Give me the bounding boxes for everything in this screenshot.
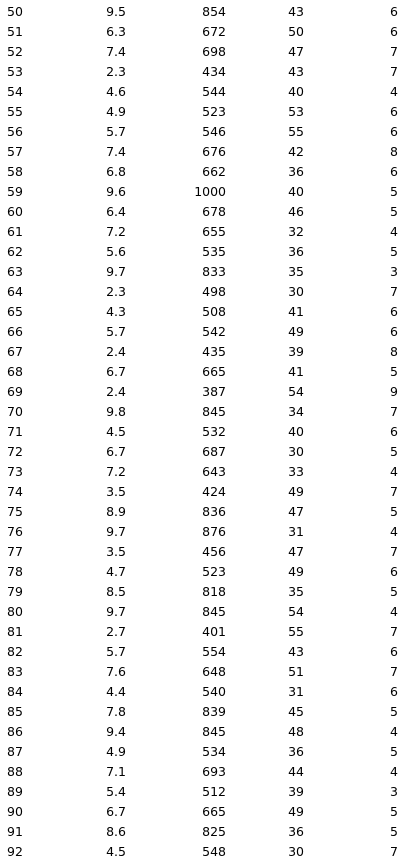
table-row xyxy=(0,162,415,182)
table-cell-col5: 6 xyxy=(390,324,398,339)
table-cell-col2: 7.4 xyxy=(106,44,126,59)
table-cell-col3: 876 xyxy=(202,524,226,539)
table-cell-col5: 6 xyxy=(390,164,398,179)
table-cell-col3: 456 xyxy=(202,544,226,559)
table-cell-col4: 36 xyxy=(288,744,304,759)
table-cell-col1: 63 xyxy=(7,264,23,279)
table-cell-col1: 58 xyxy=(7,164,23,179)
table-cell-col1: 77 xyxy=(7,544,23,559)
table-cell-col3: 512 xyxy=(202,784,226,799)
table-cell-col3: 643 xyxy=(202,464,226,479)
table-row xyxy=(0,602,415,622)
table-cell-col2: 6.4 xyxy=(106,204,126,219)
table-cell-col4: 39 xyxy=(288,344,304,359)
table-cell-col3: 665 xyxy=(202,804,226,819)
table-cell-col4: 32 xyxy=(288,224,304,239)
table-cell-col4: 30 xyxy=(288,844,304,859)
table-cell-col4: 48 xyxy=(288,724,304,739)
table-row xyxy=(0,782,415,802)
table-cell-col5: 6 xyxy=(390,684,398,699)
table-cell-col5: 7 xyxy=(390,44,398,59)
table-cell-col1: 88 xyxy=(7,764,23,779)
table-cell-col3: 532 xyxy=(202,424,226,439)
table-cell-col2: 9.7 xyxy=(106,264,126,279)
table-cell-col3: 523 xyxy=(202,564,226,579)
table-cell-col2: 7.1 xyxy=(106,764,126,779)
table-cell-col4: 47 xyxy=(288,44,304,59)
table-cell-col4: 49 xyxy=(288,564,304,579)
table-cell-col2: 9.4 xyxy=(106,724,126,739)
table-cell-col5: 5 xyxy=(390,824,398,839)
table-cell-col3: 854 xyxy=(202,4,226,19)
table-cell-col1: 59 xyxy=(7,184,23,199)
table-cell-col5: 7 xyxy=(390,844,398,859)
table-cell-col1: 53 xyxy=(7,64,23,79)
table-row xyxy=(0,22,415,42)
table-cell-col3: 544 xyxy=(202,84,226,99)
table-cell-col3: 542 xyxy=(202,324,226,339)
table-cell-col1: 89 xyxy=(7,784,23,799)
table-cell-col3: 845 xyxy=(202,724,226,739)
table-cell-col1: 92 xyxy=(7,844,23,859)
table-cell-col5: 5 xyxy=(390,364,398,379)
table-cell-col4: 43 xyxy=(288,4,304,19)
table-cell-col1: 78 xyxy=(7,564,23,579)
table-row xyxy=(0,382,415,402)
table-cell-col4: 39 xyxy=(288,784,304,799)
table-cell-col4: 45 xyxy=(288,704,304,719)
table-cell-col5: 7 xyxy=(390,404,398,419)
table-cell-col1: 52 xyxy=(7,44,23,59)
table-cell-col1: 51 xyxy=(7,24,23,39)
table-cell-col3: 845 xyxy=(202,604,226,619)
table-cell-col3: 693 xyxy=(202,764,226,779)
table-row xyxy=(0,422,415,442)
table-cell-col4: 34 xyxy=(288,404,304,419)
table-cell-col2: 6.3 xyxy=(106,24,126,39)
table-row xyxy=(0,462,415,482)
table-cell-col3: 825 xyxy=(202,824,226,839)
table-cell-col2: 7.4 xyxy=(106,144,126,159)
table-cell-col5: 5 xyxy=(390,744,398,759)
table-row xyxy=(0,202,415,222)
table-cell-col4: 55 xyxy=(288,624,304,639)
table-cell-col4: 30 xyxy=(288,444,304,459)
table-cell-col3: 678 xyxy=(202,204,226,219)
table-cell-col2: 4.6 xyxy=(106,84,126,99)
table-cell-col4: 30 xyxy=(288,284,304,299)
table-cell-col2: 6.7 xyxy=(106,364,126,379)
table-cell-col3: 534 xyxy=(202,744,226,759)
table-cell-col3: 665 xyxy=(202,364,226,379)
table-cell-col3: 498 xyxy=(202,284,226,299)
table-row xyxy=(0,442,415,462)
table-cell-col2: 4.9 xyxy=(106,744,126,759)
table-row xyxy=(0,482,415,502)
table-cell-col5: 7 xyxy=(390,664,398,679)
table-cell-col2: 9.6 xyxy=(106,184,126,199)
table-cell-col4: 41 xyxy=(288,364,304,379)
table-cell-col4: 35 xyxy=(288,584,304,599)
table-cell-col4: 49 xyxy=(288,804,304,819)
table-cell-col5: 7 xyxy=(390,64,398,79)
table-cell-col5: 5 xyxy=(390,704,398,719)
table-cell-col1: 69 xyxy=(7,384,23,399)
table-row xyxy=(0,802,415,822)
table-cell-col2: 7.2 xyxy=(106,464,126,479)
table-cell-col3: 662 xyxy=(202,164,226,179)
table-cell-col3: 833 xyxy=(202,264,226,279)
table-cell-col1: 73 xyxy=(7,464,23,479)
table-cell-col2: 3.5 xyxy=(106,484,126,499)
table-cell-col5: 7 xyxy=(390,484,398,499)
table-cell-col2: 7.6 xyxy=(106,664,126,679)
table-cell-col1: 71 xyxy=(7,424,23,439)
table-cell-col5: 7 xyxy=(390,284,398,299)
table-cell-col2: 7.2 xyxy=(106,224,126,239)
table-row xyxy=(0,142,415,162)
table-cell-col2: 5.7 xyxy=(106,124,126,139)
table-cell-col3: 523 xyxy=(202,104,226,119)
table-cell-col4: 50 xyxy=(288,24,304,39)
table-cell-col2: 9.7 xyxy=(106,604,126,619)
table-cell-col2: 9.5 xyxy=(106,4,126,19)
table-cell-col4: 49 xyxy=(288,484,304,499)
table-cell-col5: 4 xyxy=(390,724,398,739)
table-cell-col4: 43 xyxy=(288,64,304,79)
table-row xyxy=(0,682,415,702)
table-row xyxy=(0,642,415,662)
table-cell-col4: 36 xyxy=(288,824,304,839)
table-row xyxy=(0,182,415,202)
table-cell-col1: 50 xyxy=(7,4,23,19)
table-cell-col5: 7 xyxy=(390,624,398,639)
table-cell-col2: 4.5 xyxy=(106,844,126,859)
table-row xyxy=(0,262,415,282)
table-cell-col4: 46 xyxy=(288,204,304,219)
table-cell-col1: 90 xyxy=(7,804,23,819)
table-cell-col3: 818 xyxy=(202,584,226,599)
table-row xyxy=(0,502,415,522)
table-row xyxy=(0,702,415,722)
table-cell-col2: 7.8 xyxy=(106,704,126,719)
table-row xyxy=(0,2,415,22)
table-cell-col4: 54 xyxy=(288,604,304,619)
table-cell-col2: 6.7 xyxy=(106,444,126,459)
table-cell-col2: 2.4 xyxy=(106,384,126,399)
table-cell-col1: 80 xyxy=(7,604,23,619)
table-cell-col1: 65 xyxy=(7,304,23,319)
table-cell-col5: 8 xyxy=(390,344,398,359)
table-cell-col2: 5.7 xyxy=(106,324,126,339)
table-cell-col5: 5 xyxy=(390,204,398,219)
table-cell-col5: 6 xyxy=(390,564,398,579)
table-cell-col1: 54 xyxy=(7,84,23,99)
table-row xyxy=(0,722,415,742)
table-cell-col3: 836 xyxy=(202,504,226,519)
table-cell-col5: 5 xyxy=(390,504,398,519)
table-cell-col3: 424 xyxy=(202,484,226,499)
table-cell-col3: 1000 xyxy=(194,184,226,199)
table-row xyxy=(0,362,415,382)
table-cell-col1: 55 xyxy=(7,104,23,119)
table-cell-col1: 64 xyxy=(7,284,23,299)
table-row xyxy=(0,342,415,362)
table-row xyxy=(0,222,415,242)
table-cell-col5: 6 xyxy=(390,644,398,659)
table-cell-col5: 3 xyxy=(390,264,398,279)
table-cell-col2: 4.3 xyxy=(106,304,126,319)
table-cell-col5: 5 xyxy=(390,244,398,259)
table-cell-col5: 5 xyxy=(390,584,398,599)
table-cell-col2: 8.5 xyxy=(106,584,126,599)
table-row xyxy=(0,582,415,602)
table-cell-col4: 36 xyxy=(288,164,304,179)
table-cell-col1: 76 xyxy=(7,524,23,539)
table-row xyxy=(0,542,415,562)
table-cell-col3: 655 xyxy=(202,224,226,239)
table-cell-col3: 435 xyxy=(202,344,226,359)
table-cell-col1: 57 xyxy=(7,144,23,159)
table-row xyxy=(0,842,415,862)
table-cell-col1: 72 xyxy=(7,444,23,459)
table-cell-col4: 40 xyxy=(288,424,304,439)
table-cell-col1: 85 xyxy=(7,704,23,719)
table-cell-col2: 5.7 xyxy=(106,644,126,659)
table-cell-col3: 548 xyxy=(202,844,226,859)
table-cell-col1: 56 xyxy=(7,124,23,139)
table-cell-col5: 6 xyxy=(390,24,398,39)
table-row xyxy=(0,82,415,102)
table-cell-col2: 2.7 xyxy=(106,624,126,639)
table-cell-col2: 2.3 xyxy=(106,284,126,299)
table-cell-col5: 4 xyxy=(390,604,398,619)
table-row xyxy=(0,742,415,762)
table-cell-col1: 83 xyxy=(7,664,23,679)
table-cell-col2: 8.6 xyxy=(106,824,126,839)
table-cell-col2: 3.5 xyxy=(106,544,126,559)
table-cell-col2: 2.4 xyxy=(106,344,126,359)
table-cell-col5: 6 xyxy=(390,124,398,139)
table-cell-col1: 81 xyxy=(7,624,23,639)
table-cell-col1: 62 xyxy=(7,244,23,259)
table-row xyxy=(0,822,415,842)
table-row xyxy=(0,622,415,642)
table-cell-col3: 535 xyxy=(202,244,226,259)
table-cell-col4: 51 xyxy=(288,664,304,679)
table-cell-col5: 9 xyxy=(390,384,398,399)
table-row xyxy=(0,322,415,342)
table-row xyxy=(0,302,415,322)
table-row xyxy=(0,102,415,122)
table-cell-col2: 9.8 xyxy=(106,404,126,419)
table-cell-col4: 44 xyxy=(288,764,304,779)
table-cell-col3: 434 xyxy=(202,64,226,79)
table-cell-col4: 54 xyxy=(288,384,304,399)
table-cell-col1: 79 xyxy=(7,584,23,599)
table-cell-col1: 87 xyxy=(7,744,23,759)
table-cell-col1: 75 xyxy=(7,504,23,519)
table-row xyxy=(0,122,415,142)
table-row xyxy=(0,522,415,542)
table-cell-col4: 33 xyxy=(288,464,304,479)
table-cell-col3: 672 xyxy=(202,24,226,39)
table-cell-col1: 84 xyxy=(7,684,23,699)
table-cell-col1: 70 xyxy=(7,404,23,419)
table-cell-col2: 4.4 xyxy=(106,684,126,699)
table-cell-col4: 47 xyxy=(288,544,304,559)
table-cell-col5: 5 xyxy=(390,444,398,459)
table-cell-col5: 7 xyxy=(390,544,398,559)
table-cell-col5: 6 xyxy=(390,424,398,439)
table-row xyxy=(0,402,415,422)
table-cell-col3: 401 xyxy=(202,624,226,639)
table-cell-col1: 60 xyxy=(7,204,23,219)
table-cell-col2: 4.7 xyxy=(106,564,126,579)
table-cell-col3: 554 xyxy=(202,644,226,659)
table-cell-col5: 4 xyxy=(390,84,398,99)
table-row xyxy=(0,562,415,582)
table-cell-col4: 31 xyxy=(288,684,304,699)
table-cell-col1: 74 xyxy=(7,484,23,499)
table-cell-col3: 387 xyxy=(202,384,226,399)
table-cell-col1: 61 xyxy=(7,224,23,239)
table-row xyxy=(0,662,415,682)
table-cell-col3: 508 xyxy=(202,304,226,319)
table-cell-col2: 2.3 xyxy=(106,64,126,79)
table-cell-col2: 4.9 xyxy=(106,104,126,119)
table-cell-col1: 67 xyxy=(7,344,23,359)
table-cell-col2: 9.7 xyxy=(106,524,126,539)
table-cell-col3: 687 xyxy=(202,444,226,459)
table-row xyxy=(0,762,415,782)
table-cell-col5: 4 xyxy=(390,764,398,779)
table-cell-col2: 8.9 xyxy=(106,504,126,519)
table-cell-col3: 546 xyxy=(202,124,226,139)
table-cell-col4: 53 xyxy=(288,104,304,119)
table-cell-col2: 6.7 xyxy=(106,804,126,819)
table-row xyxy=(0,282,415,302)
table-cell-col4: 43 xyxy=(288,644,304,659)
table-cell-col5: 4 xyxy=(390,224,398,239)
table-cell-col4: 36 xyxy=(288,244,304,259)
table-cell-col4: 42 xyxy=(288,144,304,159)
table-cell-col1: 68 xyxy=(7,364,23,379)
table-cell-col3: 676 xyxy=(202,144,226,159)
table-cell-col1: 66 xyxy=(7,324,23,339)
table-cell-col5: 6 xyxy=(390,104,398,119)
table-cell-col5: 8 xyxy=(390,144,398,159)
table-cell-col4: 47 xyxy=(288,504,304,519)
table-cell-col3: 839 xyxy=(202,704,226,719)
table-cell-col4: 55 xyxy=(288,124,304,139)
table-row xyxy=(0,242,415,262)
table-cell-col4: 49 xyxy=(288,324,304,339)
table-cell-col2: 5.4 xyxy=(106,784,126,799)
table-cell-col3: 648 xyxy=(202,664,226,679)
table-cell-col2: 6.8 xyxy=(106,164,126,179)
table-cell-col4: 40 xyxy=(288,84,304,99)
table-cell-col1: 82 xyxy=(7,644,23,659)
table-cell-col2: 4.5 xyxy=(106,424,126,439)
table-cell-col5: 4 xyxy=(390,524,398,539)
table-cell-col1: 86 xyxy=(7,724,23,739)
table-row xyxy=(0,62,415,82)
table-cell-col3: 845 xyxy=(202,404,226,419)
table-cell-col5: 6 xyxy=(390,4,398,19)
table-cell-col4: 31 xyxy=(288,524,304,539)
table-cell-col5: 5 xyxy=(390,804,398,819)
table-cell-col1: 91 xyxy=(7,824,23,839)
table-cell-col5: 5 xyxy=(390,184,398,199)
table-cell-col2: 5.6 xyxy=(106,244,126,259)
table-cell-col5: 6 xyxy=(390,304,398,319)
table-cell-col4: 41 xyxy=(288,304,304,319)
table-cell-col3: 540 xyxy=(202,684,226,699)
table-cell-col4: 40 xyxy=(288,184,304,199)
table-cell-col5: 4 xyxy=(390,464,398,479)
table-row xyxy=(0,42,415,62)
table-cell-col4: 35 xyxy=(288,264,304,279)
table-cell-col3: 698 xyxy=(202,44,226,59)
table-cell-col5: 3 xyxy=(390,784,398,799)
